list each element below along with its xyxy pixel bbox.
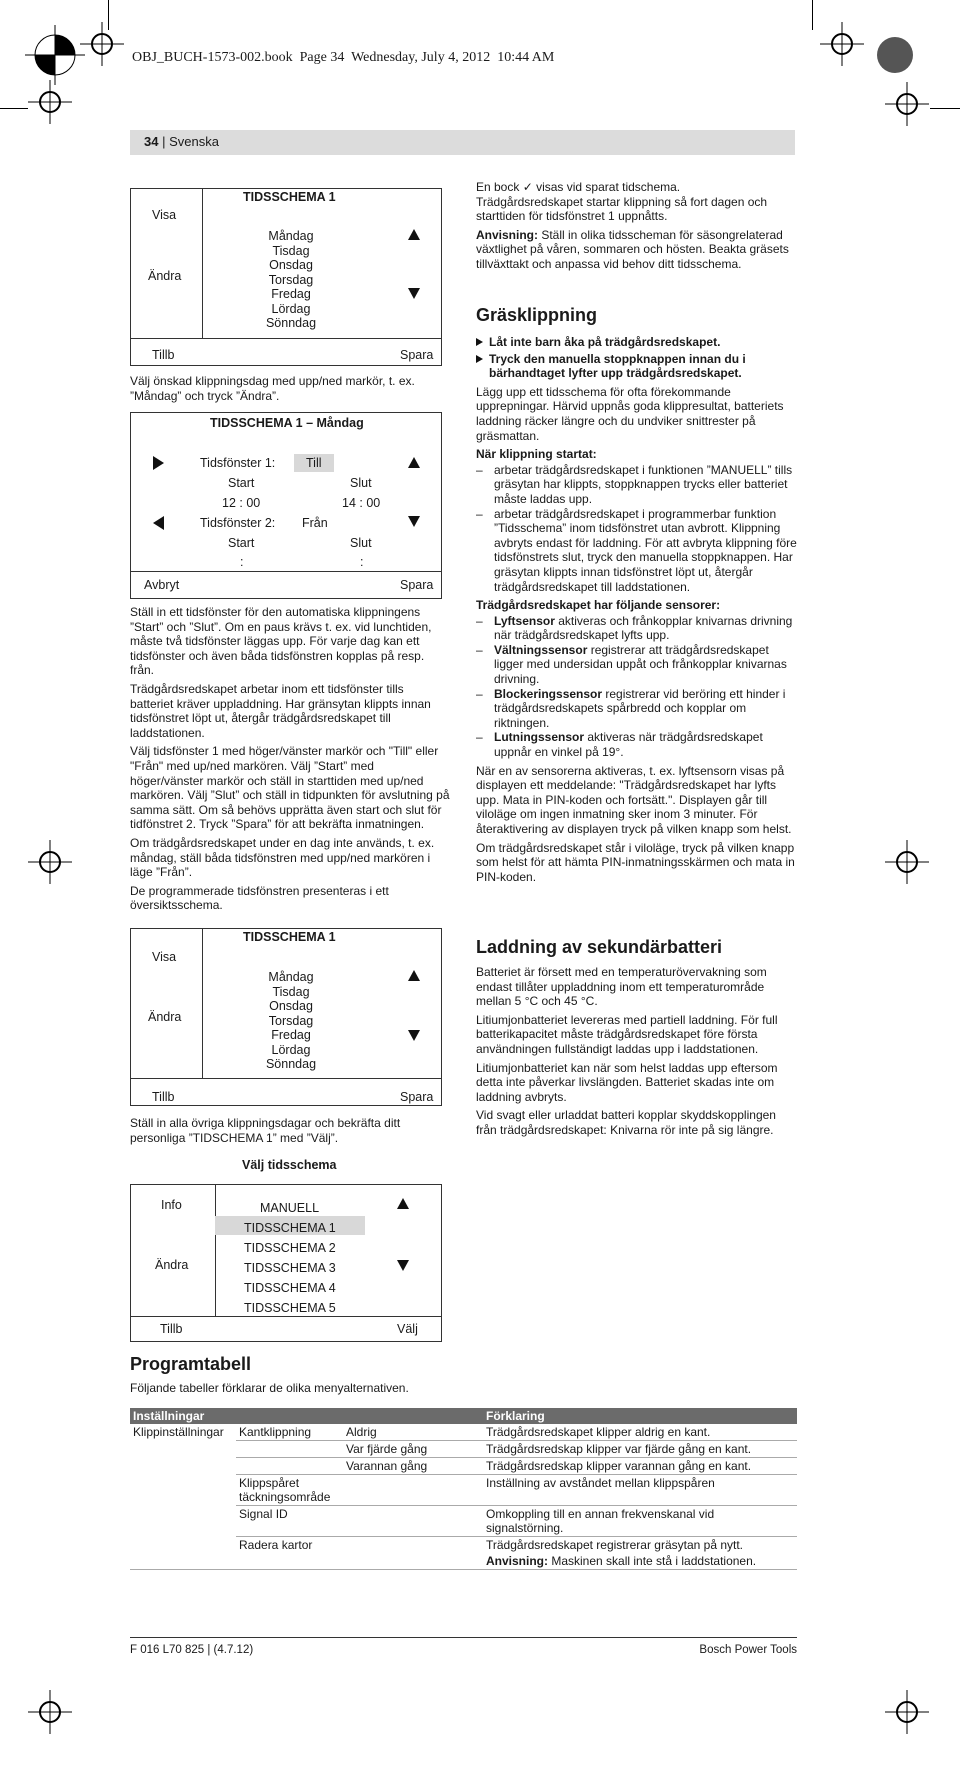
cell-explanation: Omkoppling till en annan frekvenskanal vid signalstörning. (486, 1507, 715, 1535)
instruction-select-day: Välj önskad klippningsdag med upp/ned markör, t. ex. ”Måndag” och tryck ”Ändra”. (130, 374, 415, 403)
cell-option (343, 1537, 483, 1554)
screen2-right-arrow-icon[interactable] (153, 456, 164, 470)
crop-line-top-right (812, 0, 813, 30)
sensor-lift (476, 614, 798, 643)
cell-note (483, 1553, 797, 1570)
note-text: Maskinen skall inte stå i laddstationen. (548, 1554, 757, 1568)
paragraph-temperature: Batteriet är försett med en temperaturövervakning som endast tillåter uppladdning inom ett temperaturområde mellan 5 °C och 45 °C. (476, 965, 767, 1009)
screen4-softkey-tillb[interactable]: Tillb (160, 1322, 183, 1336)
day-item[interactable]: Fredag (271, 1028, 311, 1042)
day-item[interactable]: Fredag (271, 287, 311, 301)
cell-explanation: Trädgårdsredskap klipper varannan gång en kant. (486, 1459, 752, 1473)
time-window-2-value[interactable]: Från (302, 516, 328, 530)
schedule-item-4[interactable]: TIDSSCHEMA 4 (244, 1281, 336, 1295)
cell-option: Aldrig (346, 1425, 377, 1439)
dash-item-schedule (476, 507, 798, 595)
footer-brand: Bosch Power Tools (699, 1644, 797, 1656)
screen2-up-arrow-icon[interactable] (408, 457, 420, 468)
page-separator: | (162, 134, 166, 149)
heading-programtabell: Programtabell (130, 1354, 252, 1374)
sensor-incline (476, 730, 798, 759)
cell-setting (236, 1553, 343, 1570)
right-column-mowing (476, 335, 798, 888)
dash-marker: – (476, 642, 483, 657)
sensor-blocking-text (494, 687, 798, 731)
start-label-1: Start (228, 476, 255, 490)
left-column-text (130, 605, 450, 917)
screen3-softkey-visa[interactable]: Visa (152, 950, 177, 964)
sensor-lift-text (494, 614, 798, 643)
warning-bullet-icon (476, 338, 483, 346)
note-label: Anvisning: (476, 227, 538, 242)
screen1-softkey-tillb[interactable]: Tillb (152, 348, 175, 362)
paragraph-low-battery: Vid svagt eller urladdat batteri kopplar skyddskopplingen från trädgårdsredskapet: Knivarna rör inte på sig längre. (476, 1108, 776, 1137)
cell-explanation: Trädgårdsredskap klipper var fjärde gång en kant. (486, 1442, 752, 1456)
paragraph-sleep-mode: Om trädgårdsredskapet står i viloläge, tryck på vilken knapp som helst för att hämta PIN-inmatningsskärmen och mata in PIN-koden. (476, 840, 795, 884)
screen2-softkey-spara[interactable]: Spara (400, 578, 434, 592)
sensor-tilt-over-text (494, 643, 798, 687)
gray-circle-mark-top-right (875, 35, 915, 75)
start-time-2[interactable]: : (240, 555, 244, 569)
cell-explanation: Trädgårdsredskapet registrerar gräsytan på nytt. (486, 1538, 744, 1552)
registration-mark-top-right-a (820, 22, 864, 66)
heading-laddning: Laddning av sekundärbatteri (476, 937, 723, 957)
footer-document-number: F 016 L70 825 | (4.7.12) (130, 1644, 254, 1656)
schedule-item-manuell[interactable]: MANUELL (260, 1201, 320, 1215)
header-explanation: Förklaring (483, 1408, 797, 1424)
day-item[interactable]: Lördag (271, 301, 311, 316)
sensor-lift-label: Lyftsensor (494, 613, 555, 628)
heading-when-mowing-started: När klippning startat: (476, 447, 597, 462)
end-time-2[interactable]: : (360, 555, 364, 569)
screen3-bottom-divider (130, 1078, 442, 1079)
registration-mark-left-middle (28, 840, 72, 884)
registration-mark-top-center (80, 22, 124, 66)
screen3-down-arrow-icon[interactable] (408, 1030, 420, 1041)
dash-manual-text: arbetar trädgårdsredskapet i funktionen ”MANUELL” tills gräsytan har klippts, stoppknappen trycks eller batteriet måste laddas upp. (494, 462, 793, 506)
dash-item-manual (476, 463, 798, 507)
screen4-down-arrow-icon[interactable] (397, 1260, 409, 1271)
warning-stop-button-text: Tryck den manuella stoppknappen innan du i bärhandtaget lyfter upp trädgårdsredskapet. (489, 351, 746, 381)
programtabell-subtitle: Följande tabeller förklarar de olika menyalternativen. (130, 1381, 409, 1395)
time-window-1-value[interactable]: Till (306, 456, 322, 470)
day-item[interactable]: Onsdag (269, 258, 313, 272)
screen4-left-divider (215, 1184, 216, 1316)
heading-grasklippning: Gräsklippning (476, 305, 598, 325)
day-item[interactable]: Tisdag (272, 984, 310, 999)
note-seasonal (476, 228, 798, 272)
day-item[interactable]: Lördag (271, 1042, 311, 1057)
sensor-tilt-over (476, 643, 798, 687)
day-item[interactable]: Sönndag (265, 316, 317, 330)
paragraph-overview: De programmerade tidsfönstren presenteras i ett översiktsschema. (130, 883, 389, 913)
screen1-down-arrow-icon[interactable] (408, 288, 420, 299)
time-window-1-label: Tidsfönster 1: (200, 456, 276, 470)
screen4-softkey-andra[interactable]: Ändra (155, 1258, 189, 1272)
page-language: Svenska (169, 134, 219, 149)
warning-bullet-icon (476, 355, 483, 363)
paragraph-start-mowing: Trädgårdsredskapet startar klippning så fort dagen och starttiden för tidsfönstret 1 uppnåtts. (476, 194, 768, 224)
screen1-day-list (262, 229, 320, 331)
sensor-incline-desc: aktiveras när trädgårdsredskapet uppnår en vinkel på 19°. (494, 730, 763, 760)
screen3-softkey-andra[interactable]: Ändra (148, 1010, 182, 1024)
screen4-title: Välj tidsschema (242, 1158, 337, 1172)
screen2-bottom-divider (130, 571, 442, 572)
end-label-2: Slut (350, 536, 372, 550)
registration-mark-right-top (885, 82, 929, 126)
cell-category: Klippinställningar (133, 1425, 224, 1439)
cell-option: Varannan gång (346, 1459, 428, 1473)
screen1-up-arrow-icon[interactable] (408, 229, 420, 240)
schedule-item-5[interactable]: TIDSSCHEMA 5 (244, 1301, 336, 1315)
screen2-left-arrow-icon[interactable] (153, 516, 164, 530)
table-row (130, 1424, 797, 1441)
end-time-1[interactable]: 14 : 00 (342, 496, 381, 510)
cell-explanation: Inställning av avståndet mellan klippspåren (486, 1476, 715, 1490)
header-settings: Inställningar (130, 1408, 483, 1424)
program-table-header (130, 1408, 797, 1424)
screen4-softkey-valj[interactable]: Välj (397, 1322, 418, 1336)
day-item[interactable]: Måndag (268, 970, 314, 984)
paragraph-select-window: Välj tidsfönster 1 med höger/vänster markör och "Till" eller "Från" med up/ned markören. Välj ”Start” med höger/vänster markör och ställ in starttiden med up/ned markören. Välj ”Slut” och ställ in tidpunkten för avslutning på samma sätt. Om så behövs upprätta även start och slut för tidfönstret 2. Tryck ”Spara” för att bekräfta inmatningen. (130, 744, 450, 832)
heading-sensors: Trädgårdsredskapet har följande sensorer: (476, 598, 721, 613)
cell-setting: Klippspåret täckningsområde (239, 1476, 331, 1504)
screen3-softkey-spara[interactable]: Spara (400, 1090, 434, 1104)
time-window-2-label: Tidsfönster 2: (200, 516, 276, 530)
dash-marker: – (476, 462, 483, 477)
sensor-blocking (476, 687, 798, 731)
note-label: Anvisning: (486, 1554, 548, 1568)
sensor-tilt-over-desc: registrerar att trädgårdsredskapet ligger med undersidan uppåt och frånkopplar knivarnas drivning. (494, 642, 787, 687)
sensor-lift-desc: aktiveras och frånkopplar knivarnas drivning när trädgårdsredskapet lyfts upp. (494, 613, 793, 643)
program-table (130, 1408, 797, 1570)
cell-setting (236, 1458, 343, 1475)
crop-line-top-left (108, 0, 109, 30)
dash-schedule-text: arbetar trädgårdsredskapet i programmerbar funktion ”Tidsschema” inom tidsfönstret utan avbrott. Klippning avbryts endast för laddning. För att avbryta klippning före tidsfönstrets slut, tryck den manuella stoppknappen. Har gräsytan klippts innan tidsfönstret löpt ut, återgår trädgårdsredskapet till laddstationen. (494, 506, 797, 594)
screen1-softkey-spara[interactable]: Spara (400, 348, 434, 362)
screen1-softkey-visa[interactable]: Visa (152, 208, 177, 222)
dash-marker: – (476, 506, 483, 521)
schedule-item-1[interactable]: TIDSSCHEMA 1 (244, 1221, 336, 1235)
sensor-tilt-over-label: Vältningssensor (494, 642, 588, 657)
sensor-blocking-label: Blockeringssensor (494, 686, 603, 701)
cell-setting: Kantklippning (239, 1425, 312, 1439)
page-bar (130, 130, 795, 155)
cell-option: Var fjärde gång (346, 1442, 428, 1456)
instruction-confirm-schedule: Ställ in alla övriga klippningsdagar och bekräfta ditt personliga ”TIDSCHEMA 1” med ”Välj”. (130, 1116, 401, 1145)
day-item[interactable]: Onsdag (269, 999, 313, 1013)
page-number: 34 (144, 134, 159, 149)
screen3-softkey-tillb[interactable]: Tillb (152, 1090, 175, 1104)
schedule-item-3[interactable]: TIDSSCHEMA 3 (244, 1261, 336, 1275)
paragraph-partial-charge: Litiumjonbatteriet levereras med partiell laddning. För full batterikapacitet måste trädgårdsredskapet före första användningen fullständigt laddas upp i laddstationen. (476, 1012, 778, 1056)
cell-setting: Signal ID (239, 1507, 288, 1521)
screen3-day-list (262, 970, 320, 1072)
right-column-charging (476, 965, 798, 1142)
start-label-2: Start (228, 536, 255, 550)
screen1-title: TIDSSCHEMA 1 (243, 190, 336, 204)
warning-stop-bullet-slot (476, 352, 489, 381)
warning-stop-button (476, 352, 798, 381)
paragraph-time-windows: Ställ in ett tidsfönster för den automatiska klippningens ”Start” och ”Slut”. Om en paus krävs t. ex. vid lunchtiden, måste två tidsfönster läggas upp. För varje dag kan ett tidsfönster och även båda tidsfönstren kopplas på resp. från. (130, 605, 432, 678)
registration-mark-top-left (25, 25, 85, 85)
screen3-left-divider (202, 928, 203, 1078)
paragraph-unused-day: Om trädgårdsredskapet under en dag inte används, t. ex. måndag, ställ båda tidsfönstren med upp/ned markören i läge ”Från”. (130, 835, 435, 880)
paragraph-schedule-tips: Lägg upp ett tidsschema för ofta förekommande upprepningar. Härvid uppnås goda klippresultat, batteriets laddning räcker längre och du undviker snittrester på gräsmattan. (476, 384, 784, 443)
cell-setting: Radera kartor (239, 1538, 313, 1552)
warning-children (476, 335, 798, 350)
screen2-title: TIDSSCHEMA 1 – Måndag (210, 416, 364, 430)
day-item[interactable]: Måndag (268, 229, 314, 243)
registration-mark-bottom-right (885, 1690, 929, 1734)
footer-rule (130, 1637, 797, 1638)
paragraph-checkmark: En bock ✓ visas vid sparat tidschema. (476, 180, 681, 194)
schedule-item-2[interactable]: TIDSSCHEMA 2 (244, 1241, 336, 1255)
day-item[interactable]: Torsdag (268, 1013, 314, 1028)
sensor-incline-label: Lutningssensor (494, 730, 585, 745)
right-column-top (476, 180, 798, 276)
screen1-softkey-andra[interactable]: Ändra (148, 269, 182, 283)
cell-option (343, 1553, 483, 1570)
paragraph-sensor-message: När en av sensorerna aktiveras, t. ex. lyftsensorn visas på displayen ett meddelande: "Trädgårdsredskapet har lyfts upp. Mata in PIN-koden och fortsätt.". Displayen går till viloläge om ingen inmatning sker inom 3 minuter. För återaktivering av displayen tryck på vilken knapp som helst. (476, 763, 792, 836)
sensor-incline-text (494, 730, 798, 759)
registration-mark-left-top (28, 80, 72, 124)
screen2-softkey-avbryt[interactable]: Avbryt (144, 578, 180, 592)
registration-mark-bottom-left (28, 1690, 72, 1734)
paragraph-battery: Trädgårdsredskapet arbetar inom ett tidsfönster tills batteriet kräver uppladdning. Har gränsytan klippts innan tidsfönstret löpt ut, återgår trädgårdsredskapet till laddstationen. (130, 681, 431, 740)
day-item[interactable]: Tisdag (272, 243, 310, 258)
cell-option (343, 1506, 483, 1537)
screen3-title: TIDSSCHEMA 1 (243, 930, 336, 944)
cell-option (343, 1475, 483, 1506)
sensor-blocking-desc: registrerar vid beröring ett hinder i trädgårdsredskapets spårbredd och kopplar om riktningen. (494, 686, 786, 730)
screen1-left-divider (202, 188, 203, 338)
start-time-1[interactable]: 12 : 00 (222, 496, 261, 510)
crop-line-right-top (930, 108, 960, 109)
page-number-and-language (144, 134, 219, 149)
paragraph-charge-anytime: Litiumjonbatteriet kan när som helst laddas upp eftersom detta inte påverkar livslängden. Batteriet skadas inte om laddning avbryts. (476, 1060, 778, 1104)
book-header-line: OBJ_BUCH-1573-002.book Page 34 Wednesday, July 4, 2012 10:44 AM (132, 50, 555, 65)
day-item[interactable]: Sönndag (265, 1057, 317, 1071)
dash-marker: – (476, 730, 483, 745)
day-item[interactable]: Torsdag (268, 272, 314, 287)
screen1-bottom-divider (130, 338, 442, 339)
crop-line-left-top (0, 108, 28, 109)
registration-mark-right-middle (885, 840, 929, 884)
schedule-list (244, 1198, 336, 1318)
end-label-1: Slut (350, 476, 372, 490)
warning-children-text: Låt inte barn åka på trädgårdsredskapet. (489, 335, 721, 349)
screen3-up-arrow-icon[interactable] (408, 970, 420, 981)
screen4-softkey-info[interactable]: Info (161, 1198, 182, 1212)
screen4-up-arrow-icon[interactable] (397, 1198, 409, 1209)
dash-marker: – (476, 686, 483, 701)
dash-marker: – (476, 613, 483, 628)
cell-explanation: Trädgårdsredskapet klipper aldrig en kant. (486, 1425, 711, 1439)
screen2-down-arrow-icon[interactable] (408, 516, 420, 527)
cell-setting (236, 1441, 343, 1458)
note-text: Ställ in olika tidsscheman för säsongrelaterad växtlighet på våren, sommaren och hösten. Beakta gräsets tillväxttakt och anpassa vid behov ditt tidsschema. (476, 227, 789, 271)
